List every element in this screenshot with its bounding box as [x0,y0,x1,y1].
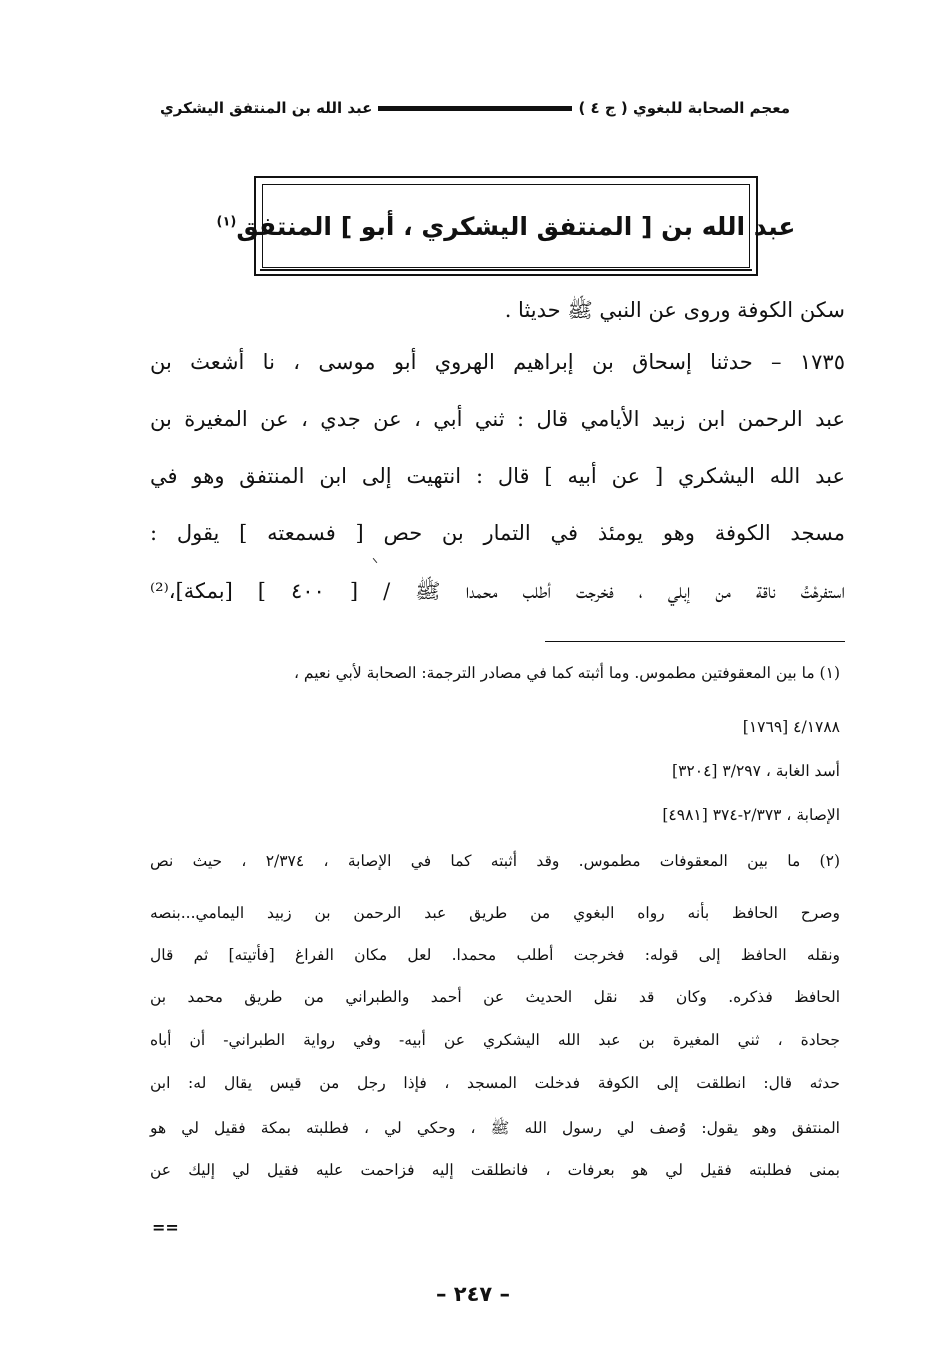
running-head [160,94,790,122]
footnote-1-line-1: (١) ما بين المعقوفتين مطموس. وما أثبته كما في مصادر الترجمة: الصحابة لأبي نعيم ، [294,664,840,682]
footnote-1-ref-isaba: الإصابة ، ٢/٣٧٣-٣٧٤ [٤٩٨١] [662,806,840,824]
footnote-1-ref-abu-nuaym: ٤/١٧٨٨ [١٧٦٩] [742,718,840,736]
footnote-2-line-7: المنتفق وهو يقول: وُصف لي رسول الله ﷺ ، وحكي لي ، فطلبته بمكة فقيل لي هو [150,1119,840,1137]
entry-title-footnote-ref: (١) [216,214,237,230]
running-head-book-title: معجم الصحابة للبغوي ( ج ٤ ) [578,99,790,117]
footnote-continuation-mark: == [152,1218,179,1237]
ink-mark [373,558,378,563]
entry-title-inner-frame [216,184,796,268]
footnote-2-line-5: جحادة ، ثني المغيرة بن عبد الله اليشكري عن أبيه- وفي رواية الطبراني- أن أباه [150,1031,840,1049]
footnote-2-line-8: بمنى فطلبته فقيل لي هو بعرفات ، فانطلقت إليه فزاحمت عليه فقيل لي إليك عن [150,1161,840,1179]
body-line-4: عبد الله اليشكري [ عن أبيه ] قال : انتهيت إلى ابن المنتفق وهو في [150,464,845,488]
entry-title-frame [216,176,796,276]
body-line-3: عبد الرحمن ابن زبيد الأيامي قال : ثني أبي ، عن جدي ، عن المغيرة بن [150,407,845,431]
footnote-2-line-1: (٢) ما بين المعقوفات مطموس. وقد أثبته كما في الإصابة ، ٢/٣٧٤ ، حيث نص [150,852,840,870]
footnote-separator [545,641,845,642]
body-line-5: مسجد الكوفة وهو يومئذ في التمار بن حص [ فسمعته ] يقول : [150,521,845,545]
footnote-2-line-4: الحافظ فذكره. وكان قد نقل الحديث عن أحمد والطبراني من طريق محمد بن [150,988,840,1006]
entry-title-text: عبد الله بن [ المنتفق اليشكري ، أبو ] المنتفق [236,211,796,241]
footnote-2-line-6: حدثه قال: انطلقت إلى الكوفة فدخلت المسجد ، فإذا رجل من قيس يقال له: ابن [150,1074,840,1092]
entry-title [217,212,796,241]
running-head-entry-name: عبد الله بن المنتفق اليشكري [160,99,373,117]
running-head-rule [378,106,572,111]
footnote-1-ref-usd-alghaba: أسد الغابة ، ٣/٢٩٧ [٣٢٠٤] [672,762,840,780]
body-line-1: سكن الكوفة وروى عن النبي ﷺ حديثا . [504,298,845,322]
page-number: – ٢٤٧ – [435,1282,511,1306]
footnote-2-line-2: وصرح الحافظ بأنه رواه البغوي من طريق عبد الرحمن بن زبيد اليمامي...بنصه [150,904,840,922]
body-line-2: ١٧٣٥ – حدثنا إسحاق بن إبراهيم الهروي أبو موسى ، نا أشعث بن [150,350,845,374]
body-line-6: استفرهْتُ ناقة من إبلي ، فخرجت أطلب محمدا ﷺ / [ ٤٠٠ ] [بمكة]،⁽²⁾ [150,579,845,603]
footnote-2-line-3: ونقله الحافظ إلى قوله: فخرجت أطلب محمدا. لعل مكان الفراغ [فأتيته] ثم قال [150,946,840,964]
